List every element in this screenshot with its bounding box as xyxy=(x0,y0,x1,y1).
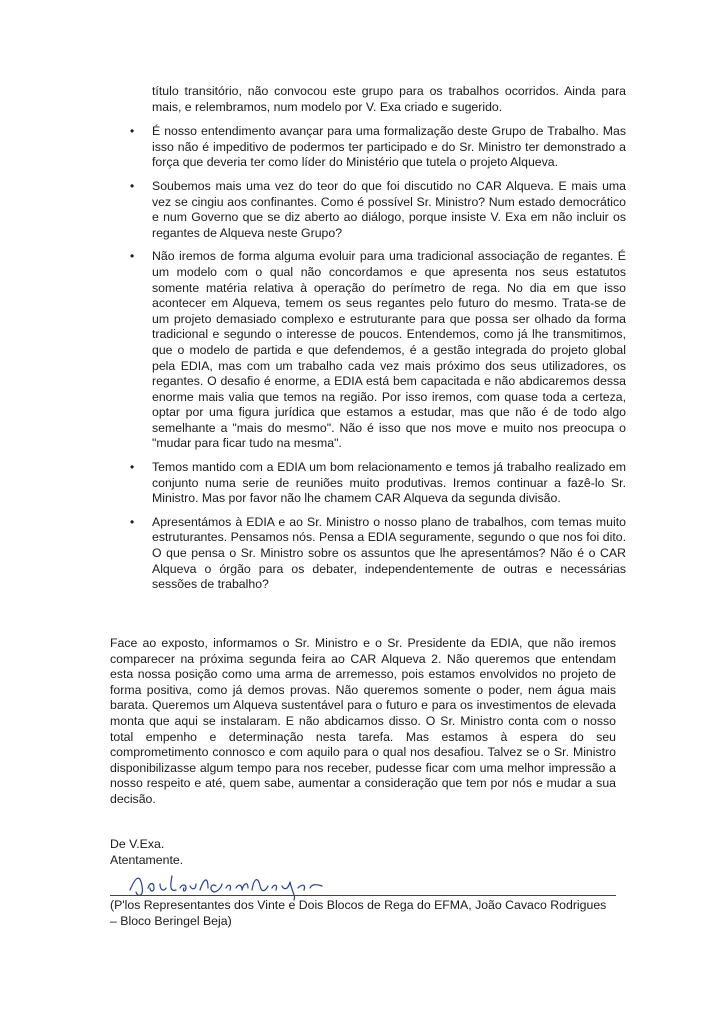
bullet-text: título transitório, não convocou este grupo para os trabalhos ocorridos. Ainda para mais, e relembramos, num modelo por V. Exa criado e sugerido. xyxy=(152,84,626,114)
bullet-dot: • xyxy=(130,514,135,529)
signature-line xyxy=(110,895,616,896)
bullet-item xyxy=(118,249,626,452)
bullet-dot: • xyxy=(130,460,135,475)
bullet-item xyxy=(118,515,626,593)
salutation-line: Atentamente. xyxy=(110,852,184,867)
closing-paragraph: Face ao exposto, informamos o Sr. Ministro e o Sr. Presidente da EDIA, que não iremos comparecer na próxima segunda feira ao CAR Alqueva 2. Não queremos que entendam esta nossa posição como uma arma de arremesso, pois estamos envolvidos no projeto de forma positiva, como já demos provas. Não queremos somente o poder, nem água mais barata. Queremos um Alqueva sustentável para o futuro e para os investimentos de elevada monta que aqui se instalaram. E não abdicamos disso. O Sr. Ministro conta com o nosso total empenho e determinação nesta tarefa. Mas estamos à espera do seu comprometimento connosco e com aquilo para o qual nos desafiou. Talvez se o Sr. Ministro disponibilizasse algum tempo para nos receber, pudesse ficar com uma melhor impressão a nosso respeito e até, quem sabe, aumentar a consideração que tem por nós e mudar a sua decisão. xyxy=(110,636,616,806)
bullet-dot: • xyxy=(130,178,135,193)
bullet-list xyxy=(118,84,626,601)
bullet-text: Temos mantido com a EDIA um bom relacionamento e temos já trabalho realizado em conjunto numa serie de reuniões muito produtivas. Iremos continuar a fazê-lo Sr. Ministro. Mas por favor não lhe chamem CAR Alqueva da segunda divisão. xyxy=(152,460,626,506)
salutation-line: De V.Exa. xyxy=(110,837,165,851)
bullet-item xyxy=(118,124,626,171)
signature-caption: (P'los Representantes dos Vinte e Dois Blocos de Rega do EFMA, João Cavaco Rodrigues – Bloco Beringel Beja) xyxy=(110,898,607,928)
bullet-text: Apresentámos à EDIA e ao Sr. Ministro o nosso plano de trabalhos, com temas muito estruturantes. Pensamos nós. Pensa a EDIA seguramente, segundo o que nos foi dito. O que pensa o Sr. Ministro sobre os assuntos que lhe apresentámos? Não é o CAR Alqueva o órgão para os debater, independentemente de outras e necessárias sessões de trabalho? xyxy=(152,514,626,592)
bullet-text: É nosso entendimento avançar para uma formalização deste Grupo de Trabalho. Mas isso não é impeditivo de podermos ter participado e do Sr. Ministro ter demonstrado a força que deveria ter como líder do Ministério que tutela o projeto Alqueva. xyxy=(152,124,626,170)
bullet-text: Soubemos mais uma vez do teor do que foi discutido no CAR Alqueva. E mais uma vez se cingiu aos confinantes. Como é possível Sr. Ministro? Num estado democrático e num Governo que se diz aberto ao diálogo, porque insiste V. Exa em não incluir os regantes de Alqueva neste Grupo? xyxy=(152,178,626,240)
bullet-item-continuation xyxy=(118,84,626,115)
bullet-dot: • xyxy=(130,249,135,264)
signature-block xyxy=(110,862,616,942)
bullet-text: Não iremos de forma alguma evoluir para uma tradicional associação de regantes. É um modelo com o qual não concordamos e que apresenta nos seus estatutos somente matéria relativa à operação do perímetro de rega. No dia em que isso acontecer em Alqueva, temem os seus regantes pelo futuro do mesmo. Trata-se de um projeto demasiado complexo e estruturante para que possa ser olhado da forma tradicional e segundo o interesse de poucos. Entendemos, como já lhe transmitimos, que o modelo de partida e que defendemos, é a gestão integrada do projeto global pela EDIA, mas com um trabalho cada vez mais próximo dos seus utilizadores, os regantes. O desafio é enorme, a EDIA está bem capacitada e não abdicaremos dessa enorme mais valia que temos na região. Por isso iremos, com quase toda a certeza, optar por uma figura jurídica que estamos a estudar, mas que não é de todo algo semelhante a "mais do mesmo". Não é isso que nos move e muito nos preocupa o "mudar para ficar tudo na mesma". xyxy=(152,249,626,451)
handwritten-signature xyxy=(126,868,326,902)
bullet-item xyxy=(118,179,626,241)
bullet-item xyxy=(118,460,626,507)
bullet-dot: • xyxy=(130,124,135,139)
